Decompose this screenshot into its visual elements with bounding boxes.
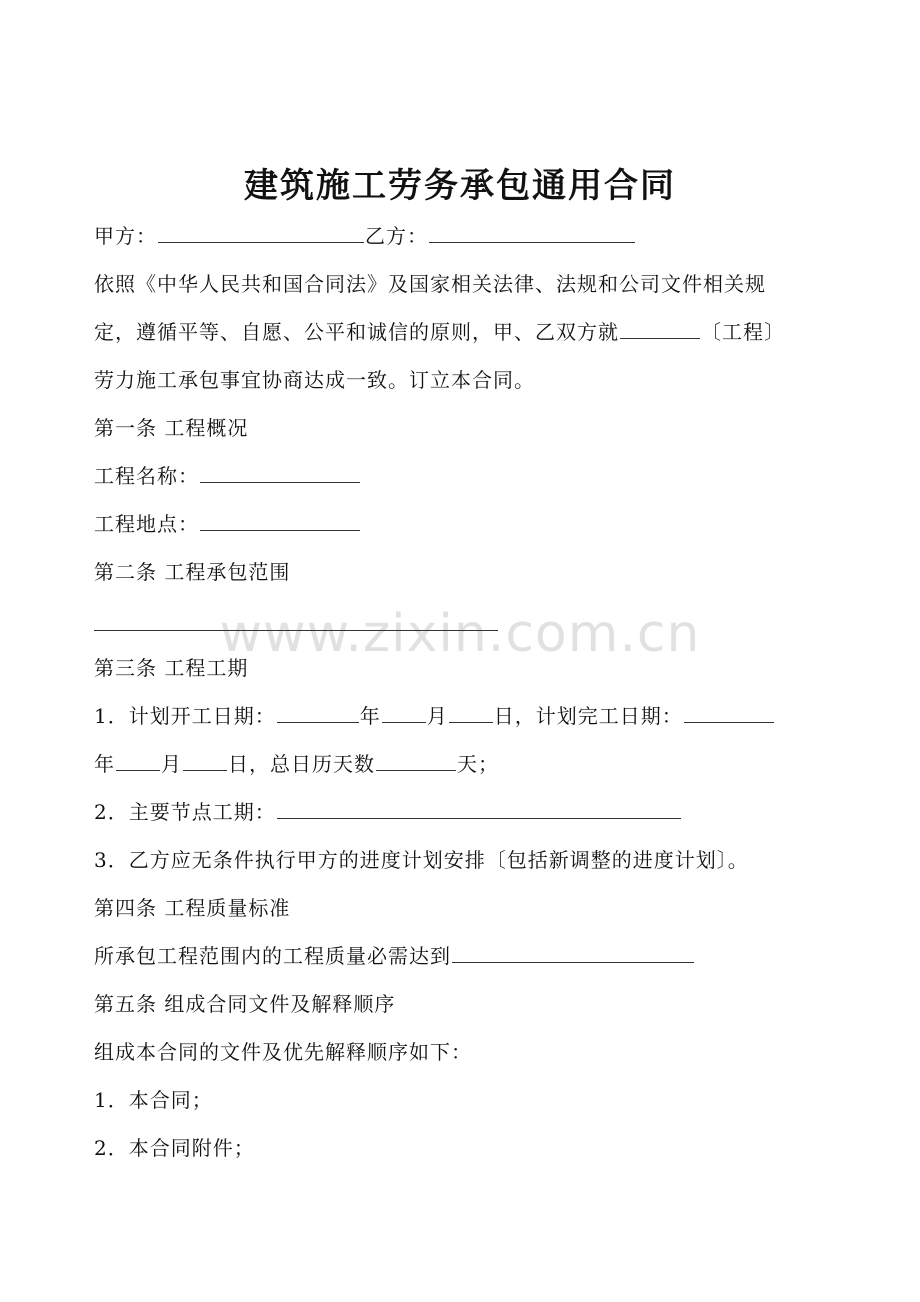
quality-blank: [452, 942, 694, 963]
list-item: 1．本合同；: [94, 1088, 213, 1112]
start-month-blank: [382, 702, 426, 723]
year-label: 年: [359, 704, 381, 728]
list-item: 2．本合同附件；: [94, 1136, 255, 1160]
watermark: www.zixin.com.cn: [219, 604, 701, 664]
end-year-blank: [684, 702, 774, 723]
quality-line: [94, 942, 695, 970]
total-days-blank: [376, 750, 456, 771]
party-a-label: 甲方：: [94, 224, 157, 248]
article3-heading: 第三条 工程工期: [94, 656, 249, 680]
intro-line-3: 劳力施工承包事宜协商达成一致。订立本合同。: [94, 368, 535, 392]
article4-heading: 第四条 工程质量标准: [94, 896, 291, 920]
intro-line-2: [94, 318, 785, 346]
end-day-blank: [183, 750, 227, 771]
start-day-blank: [449, 702, 493, 723]
article2-heading: 第二条 工程承包范围: [94, 560, 291, 584]
project-location-blank: [200, 510, 360, 531]
month-label: 月: [161, 752, 182, 776]
document-title: 建筑施工劳务承包通用合同: [244, 166, 676, 206]
project-location-line: [94, 510, 361, 538]
article1-heading: 第一条 工程概况: [94, 416, 249, 440]
month-label: 月: [426, 704, 448, 728]
intro-line-2-text: 定，遵循平等、自愿、公平和诚信的原则，甲、乙双方就: [94, 320, 619, 344]
party-b-label: 乙方：: [365, 224, 428, 248]
milestone-label: 2．主要节点工期：: [94, 800, 276, 824]
project-name-label: 工程名称：: [94, 464, 199, 488]
article5-heading: 第五条 组成合同文件及解释顺序: [94, 992, 396, 1016]
project-name-line: [94, 462, 361, 490]
milestone-line: [94, 798, 682, 826]
days-unit: 天；: [457, 752, 499, 776]
start-year-blank: [277, 702, 359, 723]
intro-line-2-suffix: 〔工程〕: [701, 320, 785, 344]
party-a-blank: [158, 222, 364, 243]
milestone-blank: [277, 798, 681, 819]
party-b-blank: [429, 222, 635, 243]
article5-intro: 组成本合同的文件及优先解释顺序如下：: [94, 1040, 472, 1064]
total-days-label: 日，总日历天数: [228, 752, 375, 776]
schedule-line-1: [94, 702, 775, 730]
quality-text: 所承包工程范围内的工程质量必需达到: [94, 944, 451, 968]
schedule-line-2: [94, 750, 499, 778]
scope-blank: [94, 630, 498, 631]
year-label: 年: [94, 752, 115, 776]
start-date-label: 1．计划开工日期：: [94, 704, 276, 728]
schedule-item-3: 3．乙方应无条件执行甲方的进度计划安排〔包括新调整的进度计划〕。: [94, 848, 749, 872]
end-month-blank: [116, 750, 160, 771]
project-location-label: 工程地点：: [94, 512, 199, 536]
end-date-label: 日，计划完工日期：: [493, 704, 683, 728]
parties-line: [94, 222, 636, 250]
project-blank: [620, 318, 700, 339]
intro-line-1: 依照《中华人民共和国合同法》及国家相关法律、法规和公司文件相关规: [94, 272, 766, 296]
project-name-blank: [200, 462, 360, 483]
